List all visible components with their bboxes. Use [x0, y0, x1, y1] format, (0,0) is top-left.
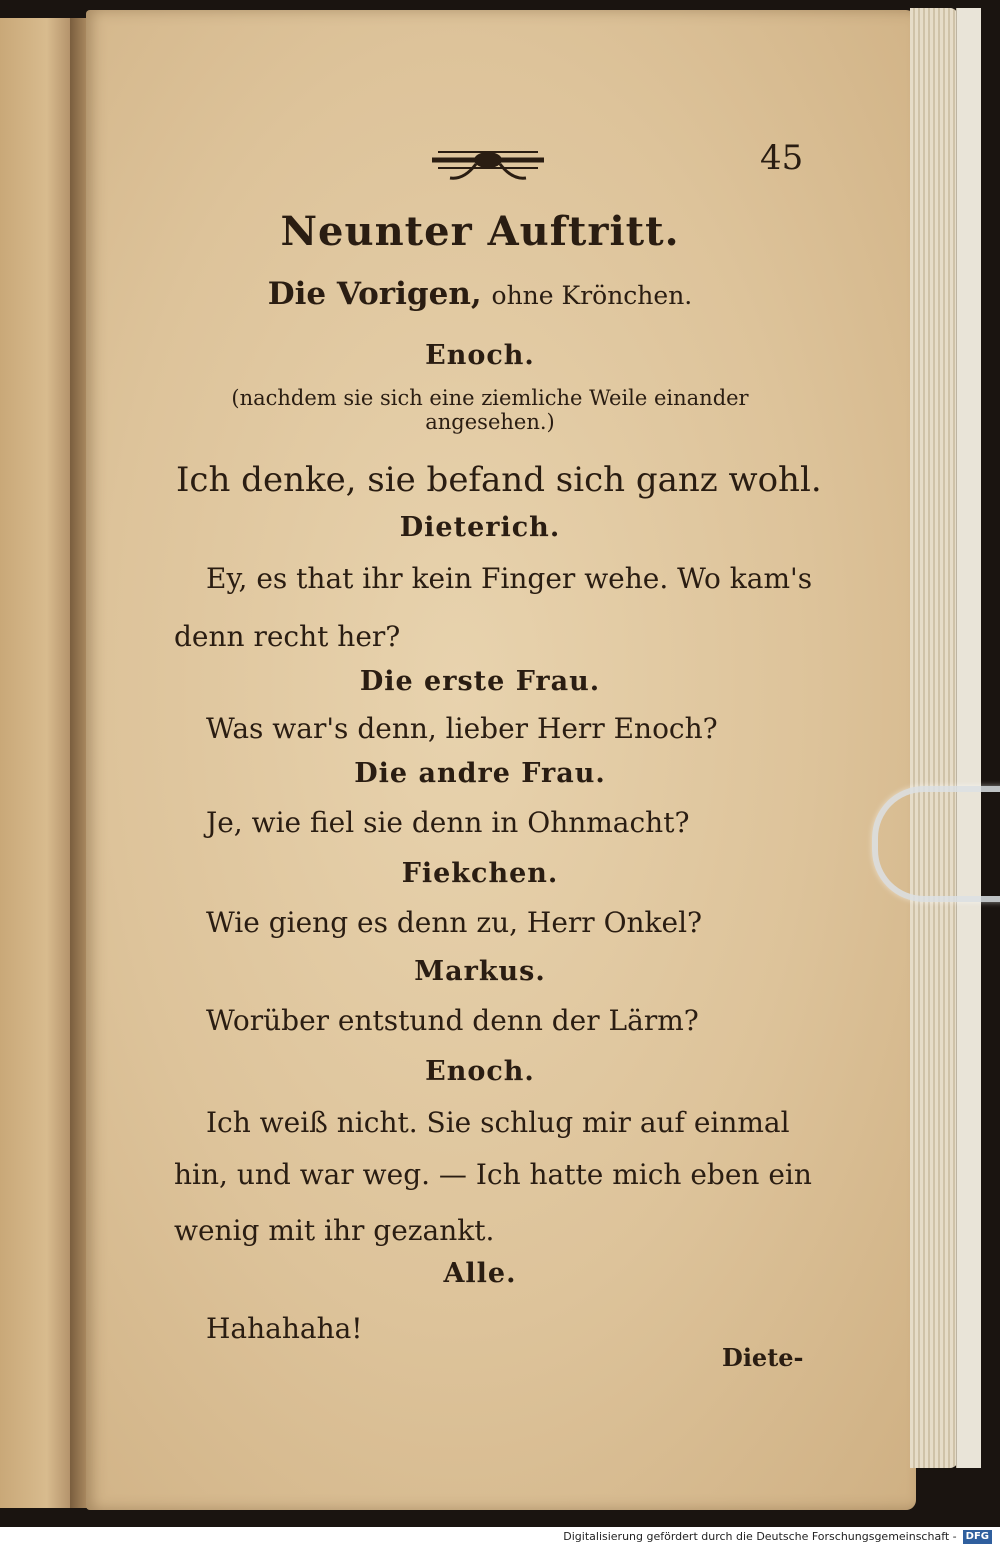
page-edges: [910, 8, 958, 1468]
speaker-name: Enoch.: [425, 340, 535, 371]
dialogue-line: Worüber entstund denn der Lärm?: [206, 1004, 699, 1037]
cast-rest: ohne Krönchen.: [491, 281, 693, 310]
dialogue-line: Hahahaha!: [206, 1312, 363, 1345]
footer-bar: [0, 1527, 1000, 1547]
dialogue-line: wenig mit ihr gezankt.: [174, 1214, 495, 1247]
speaker-name: Enoch.: [425, 1056, 535, 1087]
dialogue-line: Je, wie fiel sie denn in Ohnmacht?: [206, 806, 690, 839]
book-cover-edge: [956, 8, 981, 1468]
dialogue-line: denn recht her?: [174, 620, 401, 653]
speaker-name: Die andre Frau.: [354, 758, 606, 789]
dialogue-line: Was war's denn, lieber Herr Enoch?: [206, 712, 718, 745]
speaker-name: Alle.: [443, 1258, 517, 1289]
page-number: 45: [760, 138, 804, 178]
dialogue-line: Ich weiß nicht. Sie schlug mir auf einmal: [206, 1106, 790, 1139]
catchword: Diete-: [722, 1343, 804, 1372]
dfg-logo-icon: DFG: [963, 1530, 992, 1544]
dialogue-line: Ey, es that ihr kein Finger wehe. Wo kam's: [206, 562, 813, 595]
speaker-name: Die erste Frau.: [359, 666, 601, 697]
page-clip: [872, 786, 1000, 902]
speaker-name: Dieterich.: [399, 512, 561, 543]
speaker-name: Markus.: [414, 956, 546, 987]
scene-title: Neunter Auftritt.: [280, 208, 680, 255]
dialogue-line: hin, und war weg. — Ich hatte mich eben ein: [174, 1158, 812, 1191]
left-page: [0, 18, 78, 1508]
printers-ornament-icon: [428, 138, 548, 184]
dialogue-line: Ich denke, sie befand sich ganz wohl.: [176, 460, 822, 500]
footer-credit: Digitalisierung gefördert durch die Deutsche Forschungsgemeinschaft -: [563, 1530, 957, 1543]
cast-main: Die Vorigen,: [267, 276, 482, 312]
dialogue-line: Wie gieng es denn zu, Herr Onkel?: [206, 906, 703, 939]
speaker-name: Fiekchen.: [401, 858, 559, 889]
stage-direction: (nachdem sie sich eine ziemliche Weile einander angesehen.): [231, 386, 749, 434]
cast-line: [150, 276, 810, 312]
